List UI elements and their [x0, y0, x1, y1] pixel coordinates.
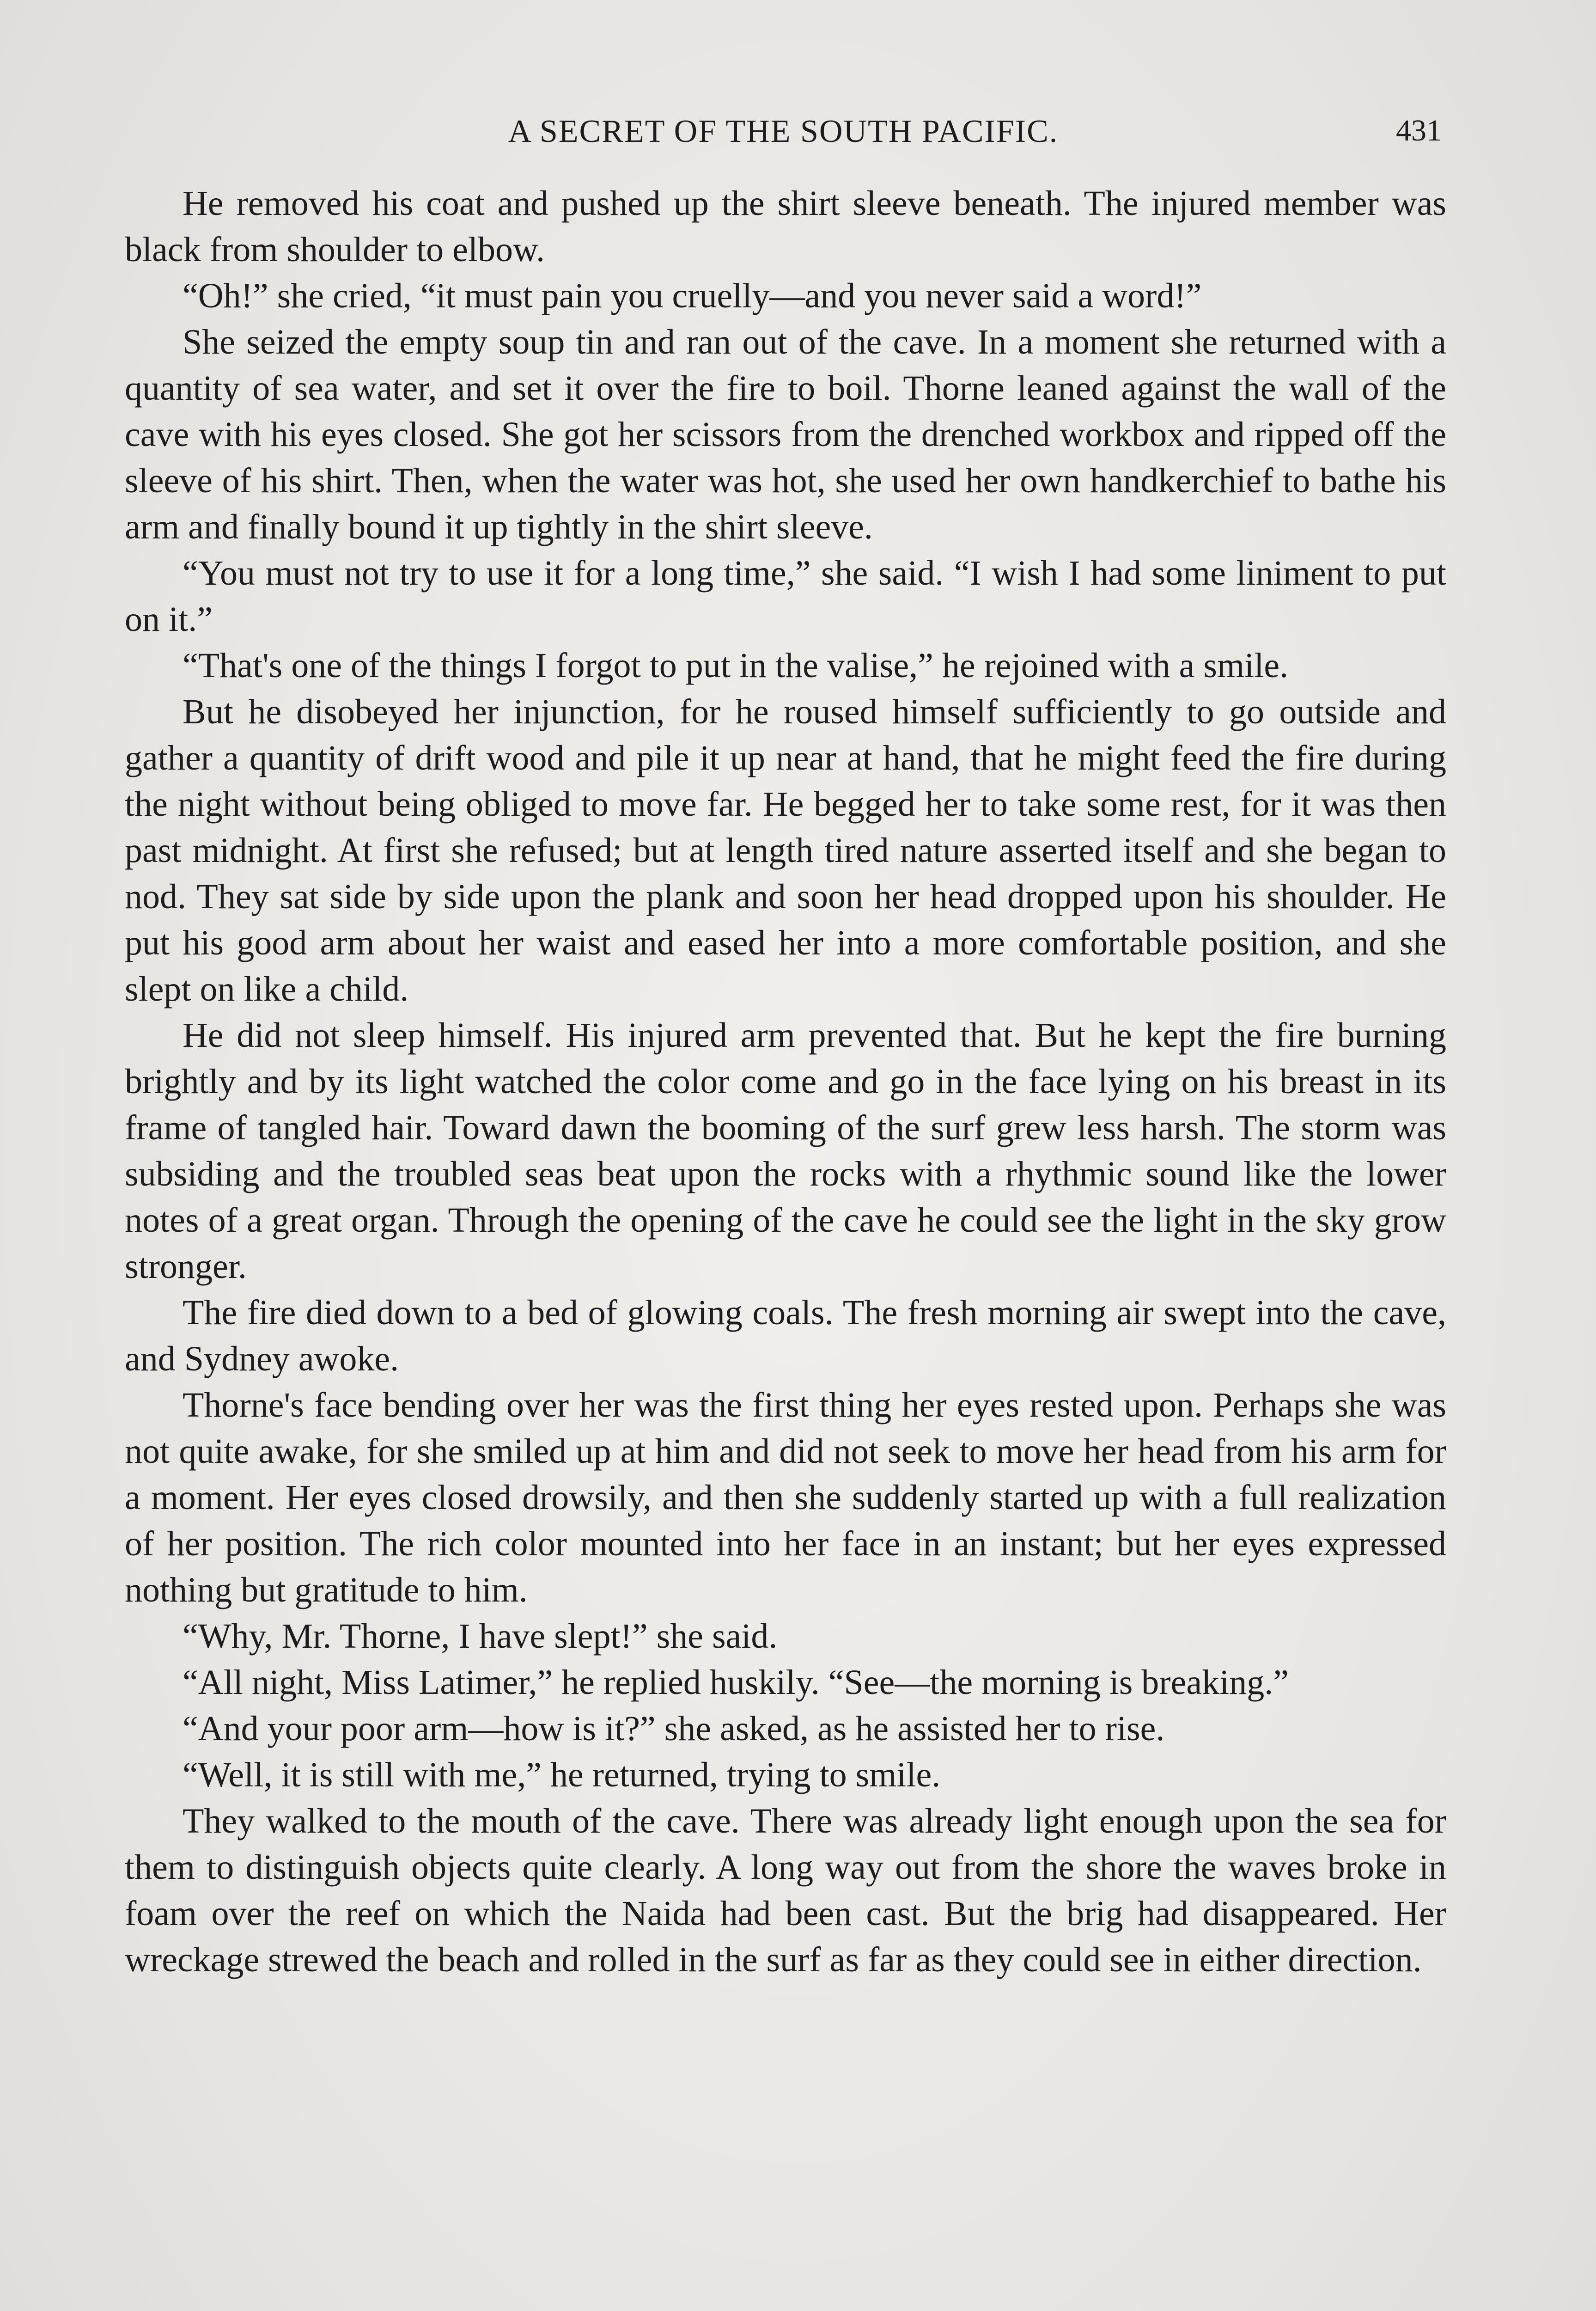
running-title: A SECRET OF THE SOUTH PACIFIC. [508, 114, 1059, 149]
paragraph: But he disobeyed her injunction, for he roused himself sufficiently to go outside and gather a quantity of drift wood and pile it up near at hand, that he might feed the fire during the night without being obliged to move far. He begged her to take some rest, for it was then past midnight. At first she refused; but at length tired nature asserted itself and she began to nod. They sat side by side upon the plank and soon her head dropped upon his shoulder. He put his good arm about her waist and eased her into a more comfortable position, and she slept on like a child. [125, 692, 1446, 1009]
paragraph: “You must not try to use it for a long time,” she said. “I wish I had some liniment to put on it.” [125, 554, 1446, 639]
paragraph: “All night, Miss Latimer,” he replied huskily. “See—the morning is breaking.” [183, 1663, 1289, 1702]
paragraph: They walked to the mouth of the cave. There was already light enough upon the sea for them to distinguish objects quite clearly. A long way out from the shore the waves broke in foam over the reef on which the Naida had been cast. But the brig had disappeared. Her wreckage strewed the beach and rolled in the surf as far as they could see in either direction. [125, 1802, 1446, 1979]
body-text [125, 180, 1446, 1983]
paragraph: She seized the empty soup tin and ran out of the cave. In a moment she returned with a quantity of sea water, and set it over the fire to boil. Thorne leaned against the wall of the cave with his eyes closed. She got her scissors from the drenched workbox and ripped off the sleeve of his shirt. Then, when the water was hot, she used her own handkerchief to bathe his arm and finally bound it up tightly in the shirt sleeve. [125, 323, 1446, 546]
paragraph: “Why, Mr. Thorne, I have slept!” she said. [183, 1617, 778, 1656]
running-head [125, 113, 1442, 155]
paragraph: “That's one of the things I forgot to put in the valise,” he rejoined with a smile. [183, 646, 1289, 685]
page-number: 431 [1396, 114, 1442, 147]
paragraph: “Well, it is still with me,” he returned, trying to smile. [183, 1755, 941, 1794]
paragraph: He did not sleep himself. His injured arm prevented that. But he kept the fire burning brightly and by its light watched the color come and go in the face lying on his breast in its frame of tangled hair. Toward dawn the booming of the surf grew less harsh. The storm was subsiding and the troubled seas beat upon the rocks with a rhythmic sound like the lower notes of a great organ. Through the opening of the cave he could see the light in the sky grow stronger. [125, 1016, 1446, 1286]
paragraph: The fire died down to a bed of glowing coals. The fresh morning air swept into the cave, and Sydney awoke. [125, 1293, 1446, 1378]
paragraph: “Oh!” she cried, “it must pain you cruelly—and you never said a word!” [183, 276, 1202, 315]
paragraph: He removed his coat and pushed up the shirt sleeve beneath. The injured member was black from shoulder to elbow. [125, 184, 1446, 269]
paragraph: “And your poor arm—how is it?” she asked, as he assisted her to rise. [183, 1709, 1165, 1748]
paragraph: Thorne's face bending over her was the first thing her eyes rested upon. Perhaps she was not quite awake, for she smiled up at him and did not seek to move her head from his arm for a moment. Her eyes closed drowsily, and then she suddenly started up with a full realization of her position. The rich color mounted into her face in an instant; but her eyes expressed nothing but gratitude to him. [125, 1386, 1446, 1609]
